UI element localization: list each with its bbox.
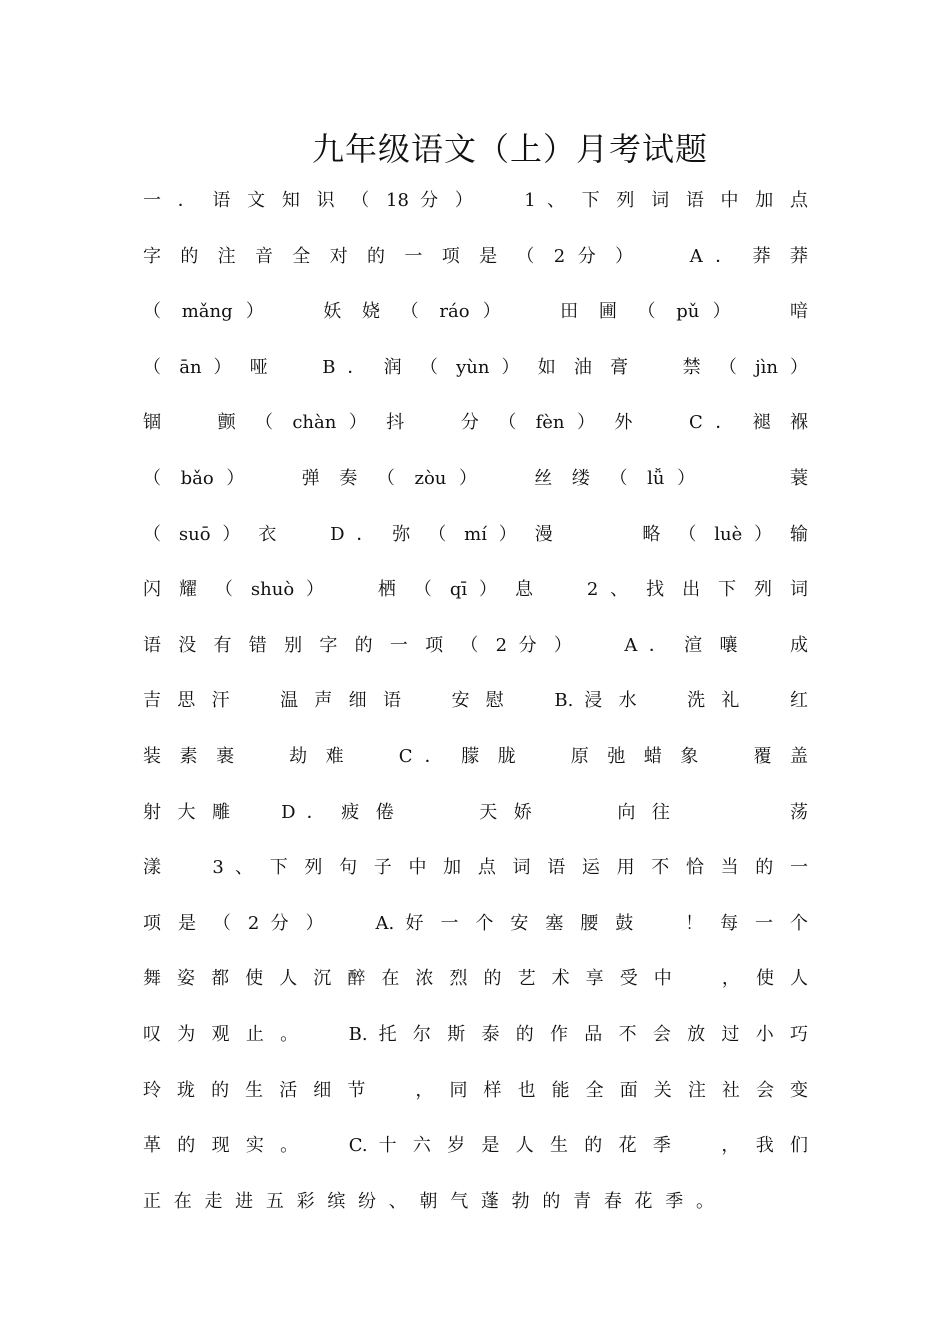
text-line: 语 没 有 错 别 字 的 一 项 （ 2 分 ） A ． 渲 嚷 成 bbox=[143, 634, 808, 656]
question-body bbox=[143, 187, 832, 1243]
text-line: （ mǎng ） 妖 娆 （ ráo ） 田 圃 （ pǔ ） 喑 bbox=[143, 301, 808, 323]
text-line: （ ān ） 哑 B ． 润 （ yùn ） 如 油 膏 禁 （ jìn ） bbox=[143, 356, 808, 378]
text-line: 漾 3 、 下 列 句 子 中 加 点 词 语 运 用 不 恰 当 的 一 bbox=[143, 857, 808, 879]
text-line: 玲 珑 的 生 活 细 节 ， 同 样 也 能 全 面 关 注 社 会 变 bbox=[143, 1079, 808, 1101]
text-line: 射 大 雕 D ． 疲 倦 天 娇 向 往 荡 bbox=[143, 801, 808, 823]
text-line: 一 ． 语 文 知 识 （ 18 分 ） 1 、 下 列 词 语 中 加 点 bbox=[143, 190, 808, 211]
text-line: （ suō ） 衣 D ． 弥 （ mí ） 漫 略 （ luè ） 输 bbox=[143, 523, 808, 545]
text-line: 叹 为 观 止 。 B. 托 尔 斯 泰 的 作 品 不 会 放 过 小 巧 bbox=[143, 1023, 808, 1045]
text-line: （ bǎo ） 弹 奏 （ zòu ） 丝 缕 （ lǚ ） 蓑 bbox=[143, 467, 808, 489]
page-title: 九年级语文（上）月考试题 bbox=[311, 130, 708, 168]
text-line: 革 的 现 实 。 C. 十 六 岁 是 人 生 的 花 季 ， 我 们 bbox=[143, 1135, 809, 1157]
text-line: 闪 耀 （ shuò ） 栖 （ qī ） 息 2 、 找 出 下 列 词 bbox=[143, 579, 808, 601]
text-line: 吉 思 汗 温 声 细 语 安 慰 B. 浸 水 洗 礼 红 bbox=[143, 690, 808, 712]
text-line: 字 的 注 音 全 对 的 一 项 是 （ 2 分 ） A ． 莽 莽 bbox=[143, 245, 808, 267]
text-line: 项 是 （ 2 分 ） A. 好 一 个 安 塞 腰 鼓 ！ 每 一 个 bbox=[143, 912, 808, 934]
text-line: 舞 姿 都 使 人 沉 醉 在 浓 烈 的 艺 术 享 受 中 ， 使 人 bbox=[143, 968, 808, 990]
text-line: 装 素 裹 劫 难 C ． 朦 胧 原 弛 蜡 象 覆 盖 bbox=[143, 745, 832, 767]
text-line: 正 在 走 进 五 彩 缤 纷 、 朝 气 蓬 勃 的 青 春 花 季 。 bbox=[143, 1190, 714, 1212]
text-line: 锢 颤 （ chàn ） 抖 分 （ fèn ） 外 C ． 褪 褓 bbox=[143, 412, 808, 434]
